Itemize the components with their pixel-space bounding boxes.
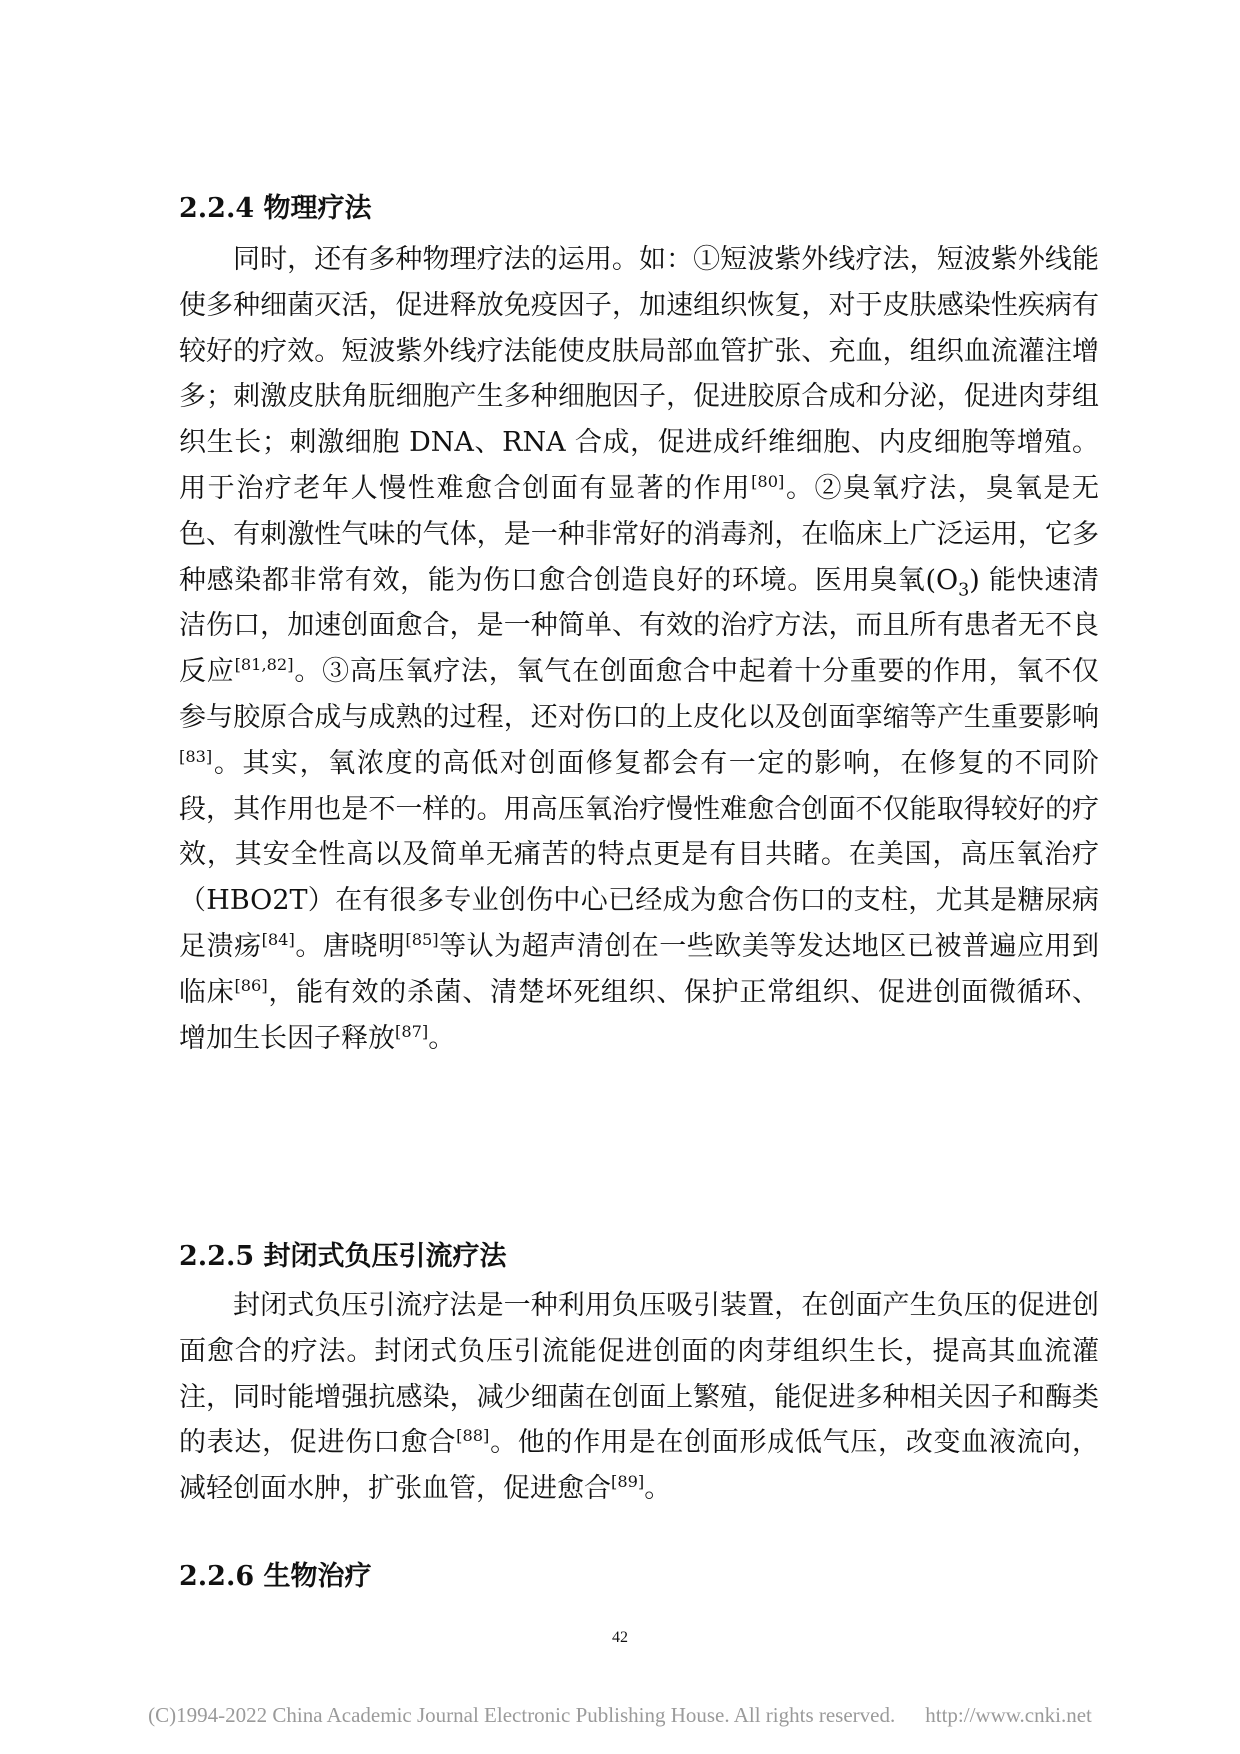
citation-ref: [83] xyxy=(179,746,213,766)
citation-ref: [88] xyxy=(456,1426,490,1446)
citation-ref: [85] xyxy=(405,929,439,949)
section-heading-2-2-5: 2.2.5 封闭式负压引流疗法 xyxy=(179,1241,507,1272)
footer-url-link[interactable]: http://www.cnki.net xyxy=(925,1703,1092,1727)
citation-ref: [81,82] xyxy=(234,655,294,675)
subscript: 3 xyxy=(958,579,970,600)
citation-ref: [80] xyxy=(751,471,785,491)
paragraph-physical-therapy: 同时，还有多种物理疗法的运用。如：①短波紫外线疗法，短波紫外线能使多种细菌灭活，促进释放免疫因子，加速组织恢复，对于皮肤感染性疾病有较好的疗效。短波紫外线疗法能使皮肤局部血管扩张、充血，组织血流灌注增多；刺激皮肤角朊细胞产生多种细胞因子，促进胶原合成和分泌，促进肉芽组织生长；刺激细胞 DNA、RNA 合成，促进成纤维细胞、内皮细胞等增殖。用于治疗老年人慢性难愈合创面有显著的作用[80]。②臭氧疗法，臭氧是无色、有刺激性气味的气体，是一种非常好的消毒剂，在临床上广泛运用，它多种感染都非常有效，能为伤口愈合创造良好的环境。医用臭氧$(O_3)$ 能快速清洁伤口，加速创面愈合，是一种简单、有效的治疗方法，而且所有患者无不良反应[81,82]。③高压氧疗法，氧气在创面愈合中起着十分重要的作用，氧不仅参与胶原合成与成熟的过程，还对伤口的上皮化以及创面挛缩等产生重要影响[83]。其实，氧浓度的高低对创面修复都会有一定的影响，在修复的不同阶段，其作用也是不一样的。用高压氧治疗慢性难愈合创面不仅能取得较好的疗效，其安全性高以及简单无痛苦的特点更是有目共睹。在美国，高压氧治疗（HBO2T）在有很多专业创伤中心已经成为愈合伤口的支柱，尤其是糖尿病足溃疡[84]。唐晓明[85]等认为超声清创在一些欧美等发达地区已被普遍应用到临床[86]，能有效的杀菌、清楚坏死组织、保护正常组织、促进创面微循环、增加生长因子释放[87]。 xyxy=(179,244,1100,1054)
copyright-text: (C)1994-2022 China Academic Journal Electronic Publishing House. All rights reserved. xyxy=(148,1703,896,1727)
page-number: 42 xyxy=(612,1629,628,1646)
citation-ref: [87] xyxy=(395,1021,429,1041)
citation-ref: [89] xyxy=(611,1472,645,1492)
footer-copyright xyxy=(0,1702,1240,1728)
citation-ref: [84] xyxy=(261,929,295,949)
paragraph-negative-pressure-therapy: 封闭式负压引流疗法是一种利用负压吸引装置，在创面产生负压的促进创面愈合的疗法。封闭式负压引流能促进创面的肉芽组织生长，提高其血流灌注，同时能增强抗感染，减少细菌在创面上繁殖，能促进多种相关因子和酶类的表达，促进伤口愈合[88]。他的作用是在创面形成低气压，改变血液流向，减轻创面水肿，扩张血管，促进愈合[89]。 xyxy=(179,1290,1100,1505)
section-heading-2-2-4: 2.2.4 物理疗法 xyxy=(179,193,372,224)
citation-ref: [86] xyxy=(234,975,268,995)
section-heading-2-2-6: 2.2.6 生物治疗 xyxy=(179,1561,372,1592)
